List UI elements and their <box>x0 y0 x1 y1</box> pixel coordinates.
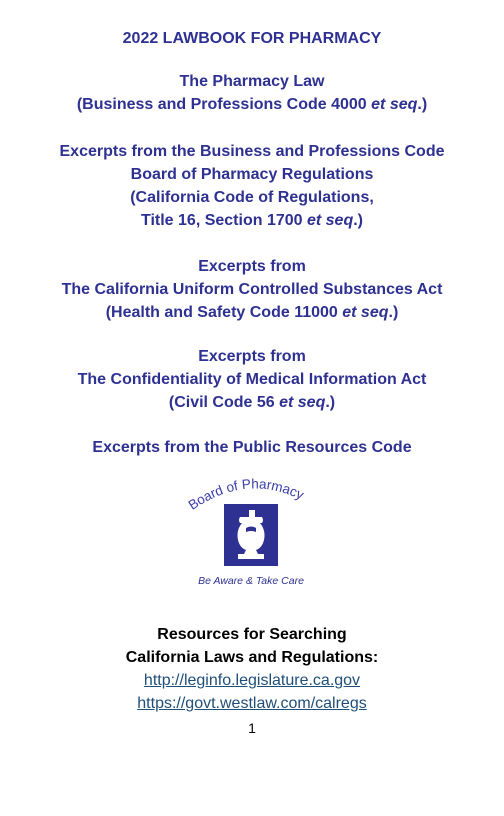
title16-citation: Title 16, Section 1700 et seq.) <box>140 212 364 229</box>
resources-subheading: California Laws and Regulations: <box>125 649 379 666</box>
controlled-substances-act-title: The California Uniform Controlled Substances Act <box>61 281 443 298</box>
board-regulations-heading: Board of Pharmacy Regulations <box>130 166 374 183</box>
logo-arc-text: Board of Pharmacy <box>185 476 307 513</box>
page-number: 1 <box>248 720 256 736</box>
public-resources-block <box>0 436 504 459</box>
controlled-substances-intro: Excerpts from <box>198 258 306 275</box>
ccr-citation-line: (California Code of Regulations, <box>130 189 374 206</box>
resources-heading-block <box>0 623 504 669</box>
document-title: 2022 LAWBOOK FOR PHARMACY <box>122 30 382 47</box>
logo-tagline: Be Aware & Take Care <box>198 575 304 587</box>
pharmacy-law-citation: (Business and Professions Code 4000 et seq.) <box>76 96 428 113</box>
controlled-substances-block <box>0 255 504 324</box>
confidentiality-block <box>0 345 504 414</box>
pharmacy-law-title: The Pharmacy Law <box>179 73 325 90</box>
confidentiality-intro: Excerpts from <box>198 348 306 365</box>
board-of-pharmacy-logo <box>180 470 320 592</box>
leginfo-link[interactable]: http://leginfo.legislature.ca.gov <box>143 672 361 689</box>
confidentiality-act-title: The Confidentiality of Medical Information Act <box>77 371 427 388</box>
resources-heading: Resources for Searching <box>157 626 347 643</box>
pharmacy-law-block <box>0 70 504 116</box>
hsc-citation: (Health and Safety Code 11000 et seq.) <box>105 304 399 321</box>
public-resources-heading: Excerpts from the Public Resources Code <box>92 439 412 456</box>
resource-links <box>0 669 504 715</box>
westlaw-calregs-link[interactable]: https://govt.westlaw.com/calregs <box>137 695 367 712</box>
bpc-excerpts-block <box>0 140 504 232</box>
bpc-excerpts-heading: Excerpts from the Business and Professions Code <box>59 143 445 160</box>
civil-code-citation: (Civil Code 56 et seq.) <box>168 394 336 411</box>
mortar-pestle-icon <box>180 470 320 592</box>
